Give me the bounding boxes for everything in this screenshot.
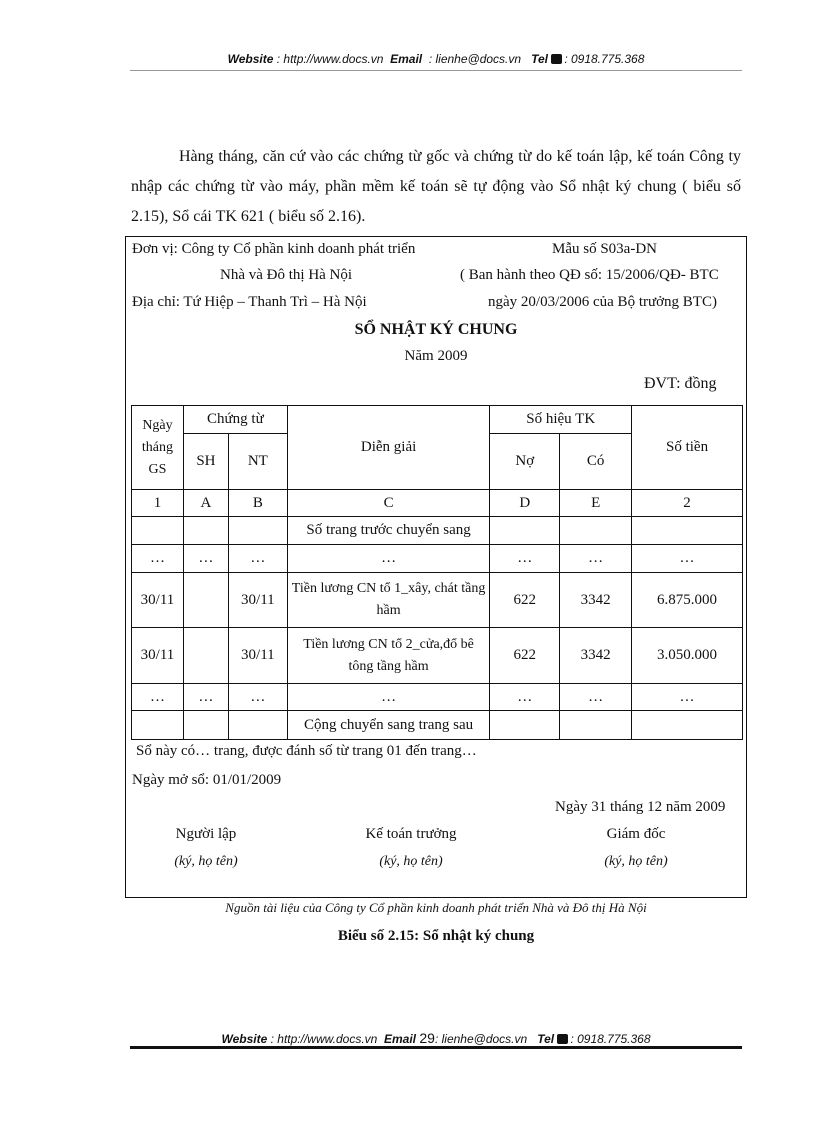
cell-nt: … <box>228 684 287 711</box>
phone-icon <box>557 1034 568 1044</box>
code-cell: A <box>183 490 228 517</box>
ledger-form <box>125 236 747 898</box>
ledger-table <box>131 405 743 740</box>
cell-credit: … <box>560 684 632 711</box>
email-value: : lienhe@docs.vn <box>428 52 522 66</box>
cell-description: Tiền lương CN tổ 1_xây, chát tầng hầm <box>287 573 490 628</box>
website-label: Website <box>227 52 274 66</box>
code-cell: D <box>490 490 560 517</box>
email-value: : lienhe@docs.vn <box>434 1032 528 1046</box>
cell-sh <box>183 517 228 545</box>
website-label: Website <box>221 1032 268 1046</box>
cell-date <box>132 711 184 740</box>
page-count-note: Sổ này có… trang, được đánh số từ trang 01 đến trang… <box>136 743 477 759</box>
cell-date: … <box>132 545 184 573</box>
code-cell: B <box>228 490 287 517</box>
signer-chief-accountant: Kế toán trưởng <box>365 826 457 842</box>
signer-director: Giám đốc <box>606 826 666 842</box>
ledger-year: Năm 2009 <box>404 348 468 364</box>
cell-credit: 3342 <box>560 573 632 628</box>
tel-value: : 0918.775.368 <box>570 1032 651 1046</box>
signer-director-note: (ký, họ tên) <box>604 854 668 869</box>
ledger-title: SỔ NHẬT KÝ CHUNG <box>354 321 518 338</box>
issued-line1: ( Ban hành theo QĐ số: 15/2006/QĐ- BTC <box>460 267 719 283</box>
header-nt: NT <box>228 434 287 490</box>
cell-sh <box>183 573 228 628</box>
table-row <box>132 545 743 573</box>
signer-preparer-note: (ký, họ tên) <box>174 854 238 869</box>
signer-chief-accountant-note: (ký, họ tên) <box>379 854 443 869</box>
cell-credit <box>560 517 632 545</box>
source-caption: Nguồn tài liệu của Công ty Cổ phần kinh doanh phát triển Nhà và Đô thị Hà Nội <box>225 900 647 915</box>
cell-debit <box>490 517 560 545</box>
header-sh: SH <box>183 434 228 490</box>
cell-debit: … <box>490 684 560 711</box>
code-row <box>132 490 743 517</box>
tel-label: Tel <box>537 1032 555 1046</box>
intro-paragraph <box>131 142 741 232</box>
page-header <box>130 52 742 66</box>
cell-credit: 3342 <box>560 628 632 684</box>
page-footer <box>130 1030 742 1046</box>
cell-credit: … <box>560 545 632 573</box>
cell-debit <box>490 711 560 740</box>
cell-description: … <box>287 545 490 573</box>
intro-text: Hàng tháng, căn cứ vào các chứng từ gốc và chứng từ do kế toán lập, kế toán Công ty nhập các chứng từ vào máy, phần mềm kế toán sẽ tự động vào Sổ nhật ký chung ( biểu số 2.15), Sổ cái TK 621 ( biểu số 2.16). <box>131 148 741 225</box>
email-label: Email <box>384 1032 417 1046</box>
header-description: Diễn giải <box>287 406 490 490</box>
open-date: Ngày mở sổ: 01/01/2009 <box>132 772 282 788</box>
address: Địa chỉ: Tứ Hiệp – Thanh Trì – Hà Nội <box>132 294 367 310</box>
header-date: Ngày tháng GS <box>132 406 184 490</box>
header-voucher: Chứng từ <box>183 406 287 434</box>
cell-date: 30/11 <box>132 628 184 684</box>
cell-amount <box>632 711 743 740</box>
tel-value: : 0918.775.368 <box>564 52 645 66</box>
cell-amount: 6.875.000 <box>632 573 743 628</box>
cell-debit: 622 <box>490 573 560 628</box>
issued-line2: ngày 20/03/2006 của Bộ trưởng BTC) <box>488 294 717 310</box>
cell-sh <box>183 628 228 684</box>
email-label: Email <box>390 52 423 66</box>
cell-description: … <box>287 684 490 711</box>
cell-sh <box>183 711 228 740</box>
cell-debit: 622 <box>490 628 560 684</box>
cell-sh: … <box>183 684 228 711</box>
cell-nt <box>228 517 287 545</box>
code-cell: E <box>560 490 632 517</box>
code-cell: C <box>287 490 490 517</box>
cell-description: Tiền lương CN tổ 2_cửa,đổ bê tông tầng hầm <box>287 628 490 684</box>
cell-description: Cộng chuyển sang trang sau <box>287 711 490 740</box>
cell-amount <box>632 517 743 545</box>
cell-nt: … <box>228 545 287 573</box>
code-cell: 2 <box>632 490 743 517</box>
cell-credit <box>560 711 632 740</box>
website-url: : http://www.docs.vn <box>270 1032 378 1046</box>
cell-date <box>132 517 184 545</box>
signer-preparer: Người lập <box>175 826 237 842</box>
sign-date: Ngày 31 tháng 12 năm 2009 <box>555 799 726 815</box>
cell-sh: … <box>183 545 228 573</box>
footer-divider <box>130 1046 742 1049</box>
unit-line1: Đơn vị: Công ty Cổ phần kinh doanh phát triển <box>132 241 416 257</box>
cell-amount: … <box>632 684 743 711</box>
table-row <box>132 711 743 740</box>
header-account: Số hiệu TK <box>490 406 632 434</box>
table-row <box>132 684 743 711</box>
tel-label: Tel <box>531 52 548 66</box>
unit-of-measure: ĐVT: đồng <box>644 375 717 392</box>
table-row <box>132 628 743 684</box>
table-row <box>132 517 743 545</box>
cell-debit: … <box>490 545 560 573</box>
cell-description: Số trang trước chuyển sang <box>287 517 490 545</box>
header-divider <box>130 70 742 71</box>
cell-amount: 3.050.000 <box>632 628 743 684</box>
header-debit: Nợ <box>490 434 560 490</box>
cell-date: … <box>132 684 184 711</box>
website-url: : http://www.docs.vn <box>276 52 384 66</box>
table-row <box>132 573 743 628</box>
header-amount: Số tiền <box>632 406 743 490</box>
cell-amount: … <box>632 545 743 573</box>
cell-nt: 30/11 <box>228 573 287 628</box>
page-number: 29 <box>419 1030 435 1046</box>
header-credit: Có <box>560 434 632 490</box>
cell-nt <box>228 711 287 740</box>
code-cell: 1 <box>132 490 184 517</box>
cell-date: 30/11 <box>132 573 184 628</box>
figure-caption: Biểu số 2.15: Sổ nhật ký chung <box>337 928 535 944</box>
form-number: Mẫu số S03a-DN <box>552 241 657 257</box>
phone-icon <box>551 54 562 64</box>
cell-nt: 30/11 <box>228 628 287 684</box>
unit-line2: Nhà và Đô thị Hà Nội <box>220 267 353 283</box>
